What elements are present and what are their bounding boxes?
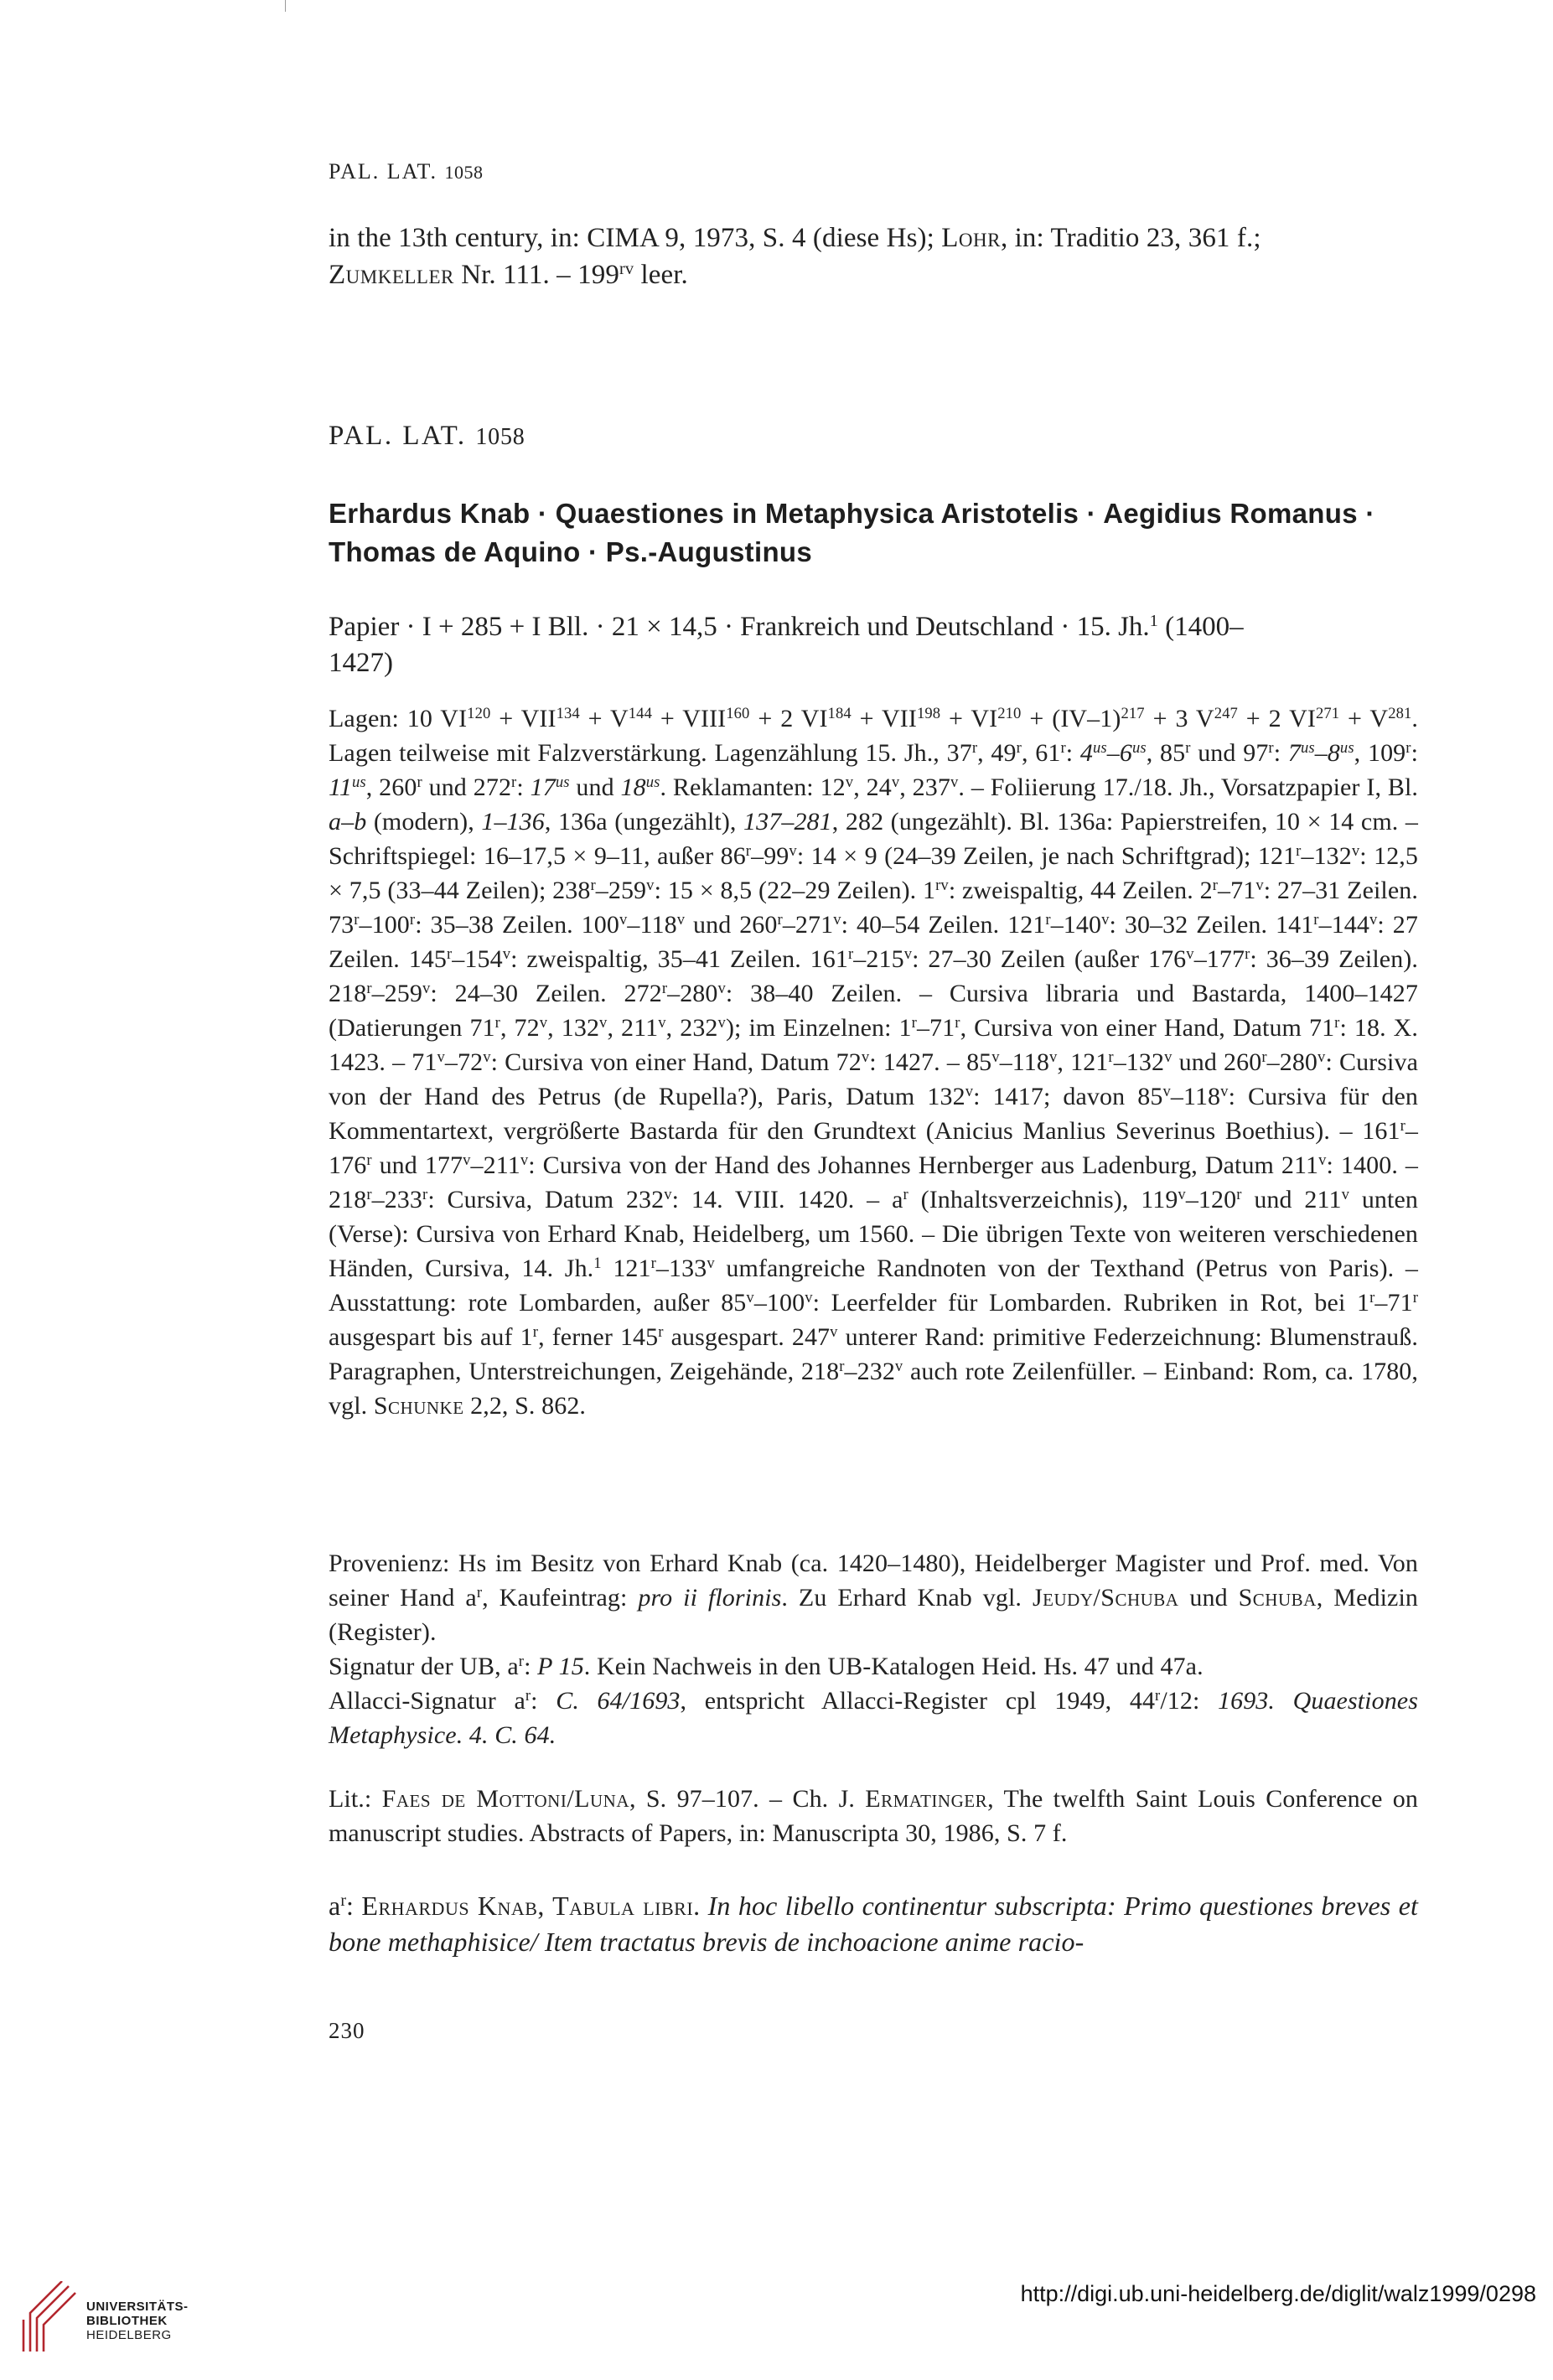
logo-line-1: UNIVERSITÄTS- [86,2300,189,2314]
title-line-2: Thomas de Aquino · Ps.-Augustinus [329,536,813,567]
meta-line-2: 1427) [329,648,393,678]
author-lohr: Lohr [941,223,1001,253]
manuscript-title [329,494,1443,572]
continuation-line2-sup: rv [619,259,634,278]
contents-section [329,1888,1418,1960]
continuation-line2-c: leer. [634,260,688,290]
ub-logo-icon [17,2281,82,2357]
physical-description [329,609,1426,681]
logo-line-2: BIBLIOTHEK [86,2314,168,2328]
title-line-1: Erhardus Knab · Quaestiones in Metaphysica Aristotelis · Aegidius Romanus · [329,498,1375,529]
page-number: 230 [329,2018,365,2043]
entry-heading [329,421,525,452]
entry-heading-number: 1058 [475,424,525,450]
lagen-paragraph: Lagen: 10 $VI^{120} + VII^{134} + V^{144}$ + $VIII^{160} + 2$ $VI^{184} + VII^{198} + VI^{210} + (IV-1)^{217} + 3$ $V^{247} + 2$ $VI^{271} + V^{281}$. Lagen teilweise mit Falzverstärkung. Lagenzählung 15. Jh., 37$^r$, 49$^r$, 61$^r$: $4^{us}-6^{us}$, 85$^r$ und 97$^r$: $7^{us}-8^{us}$, 109$^r$: $11^{us}$, 260$^r$ und 272$^r$: $17^{us}$ und $18^{us}$. Reklamanten: 12$^v$, 24$^v$, 237$^v$. – Foliierung 17./18. Jh., Vorsatzpapier I, Bl. a–b (modern), 1–136, 136a (ungezählt), 137–281, 282 (ungezählt). Bl. 136a: Papierstreifen, 10 × 14 cm. – Schriftspiegel: 16–17,5 × 9–11, außer 86$^r$–99$^v$: 14 × 9 (24–39 Zeilen, je nach Schriftgrad); 121$^r$–132$^v$: 12,5 × 7,5 (33–44 Zeilen); 238$^r$–259$^v$: 15 × 8,5 (22–29 Zeilen). $1^{rv}$: zweispaltig, 44 Zeilen. 2$^r$–71$^v$: 27–31 Zeilen. 73$^r$–100$^r$: 35–38 Zeilen. 100$^v$–118$^v$ und 260$^r$–271$^v$: 40–54 Zeilen. 121$^r$–140$^v$: 30–32 Zeilen. 141$^r$–144$^v$: 27 Zeilen. 145$^r$–154$^v$: zweispaltig, 35–41 Zeilen. 161$^r$–215$^v$: 27–30 Zeilen (außer 176$^v$–177$^r$: 36–39 Zeilen). 218$^r$–259$^v$: 24–30 Zeilen. 272$^r$–280$^v$: 38–40 Zeilen. – Cursiva libraria und Bastarda, 1400–1427 (Datierungen 71$^r$, 72$^v$, 132$^v$, 211$^v$, 232$^v$); im Einzelnen: 1$^r$–71$^r$, Cursiva von einer Hand, Datum 71$^r$: 18. X. 1423. – 71$^v$–72$^v$: Cursiva von einer Hand, Datum 72$^v$: 1427. – 85$^v$–118$^v$, 121$^r$–132$^v$ und 260$^r$–280$^v$: Cursiva von der Hand des Petrus (de Rupella?), Paris, Datum 132$^v$: 1417; davon 85$^v$–118$^v$: Cursiva für den Kommentartext, vergrößerte Bastarda für den Grundtext (Anicius Manlius Severinus Boethius). – 161$^r$–176$^r$ und 177$^v$–211$^v$: Cursiva von der Hand des Johannes Hernberger aus Ladenburg, Datum 211$^v$: 1400. – 218$^r$–233$^r$: Cursiva, Datum 232$^v$: 14. VIII. 1420. – $a^r$ (Inhaltsverzeichnis), 119$^v$–120$^r$ und 211$^v$ unten (Verse): Cursiva von Erhard Knab, Heidelberg, um 1560. – Die übrigen Texte von weiteren verschiedenen Händen, Cursiva, 14. Jh.$^1$ 121$^r$–133$^v$ umfangreiche Randnoten von der Texthand (Petrus von Paris). – Ausstattung: rote Lombarden, außer 85$^v$–100$^v$: Leerfelder für Lombarden. Rubriken in Rot, bei 1$^r$–71$^r$ ausgespart bis auf 1$^r$, ferner 145$^r$ ausgespart. 247$^v$ unterer Rand: primitive Federzeichnung: Blumenstrauß. Paragraphen, Unterstreichungen, Zeigehände, 218$^r$–232$^v$ auch rote Zeilenfüller. – Einband: Rom, ca. 1780, vgl. Schunke 2,2, S. 862. [329,704,1419,1420]
allacci-paragraph: Allacci-Signatur $a^r$: C. 64/1693, entspricht Allacci-Register cpl 1949, 44$^r$/12: 1693. Quaestiones Metaphysice. 4. C. 64. [329,1686,1418,1749]
source-url-link[interactable]: http://digi.ub.uni-heidelberg.de/diglit/walz1999/0298 [1020,2281,1536,2306]
running-head [329,159,483,184]
provenance-section [329,1546,1418,1752]
literature-section [329,1782,1418,1850]
logo-text [86,2300,189,2342]
meta-line-b: (1400– [1157,612,1244,642]
incipit-paragraph: $a^r$: Erhardus Knab, Tabula libri. In hoc libello continentur subscripta: Primo questiones breves et bone methaphisice/ Item tractatus brevis de inchoacione anime racio- [329,1891,1419,1957]
entry-heading-label: PAL. LAT. [329,421,467,451]
running-head-label: PAL. LAT. [329,159,437,184]
author-zumkeller: Zumkeller [329,260,454,290]
codicology-section [329,701,1418,1423]
signatur-paragraph: Signatur der UB, $a^r$: P 15. Kein Nachweis in den UB-Katalogen Heid. Hs. 47 und 47a. [329,1652,1204,1680]
library-logo[interactable] [17,2281,226,2357]
continuation-line2-b: Nr. 111. – 199 [453,260,619,290]
continuation-line1-a: in the 13th century, in: CIMA 9, 1973, S. 4 (diese Hs); [329,223,942,253]
continuation-line1-b: , in: Traditio 23, 361 f.; [1000,223,1261,253]
lit-paragraph: Lit.: Faes de Mottoni/Luna, S. 97–107. – Ch. J. Ermatinger, The twelfth Saint Louis Conference on manuscript studies. Abstracts of Papers, in: Manuscripta 30, 1986, S. 7 f. [329,1785,1419,1847]
continuation-text [329,220,1418,293]
provenienz-paragraph: Provenienz: Hs im Besitz von Erhard Knab (ca. 1420–1480), Heidelberger Magister und Prof. med. Von seiner Hand $a^r$, Kaufeintrag: pro ii florinis. Zu Erhard Knab vgl. Jeudy/Schuba und Schuba, Medizin (Register). [329,1550,1418,1646]
meta-line-a: Papier · I + 285 + I Bll. · 21 × 14,5 · Frankreich und Deutschland · 15. Jh. [329,612,1150,642]
crop-mark [285,0,286,12]
logo-line-3: HEIDELBERG [86,2328,172,2342]
meta-footnote-mark: 1 [1149,611,1158,630]
running-head-number: 1058 [444,162,484,183]
